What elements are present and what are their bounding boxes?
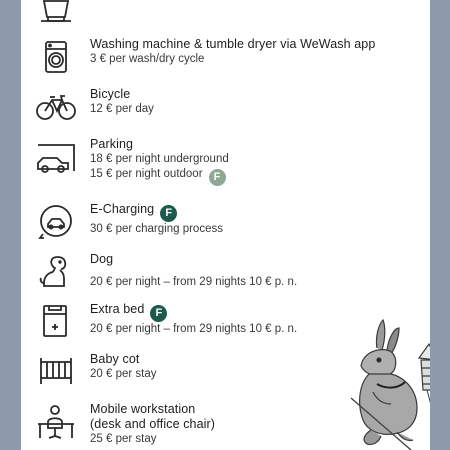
baby-cot-icon: [35, 352, 77, 394]
item-price: 12 € per day: [90, 103, 154, 115]
item-price: 15 € per night outdoor F: [90, 167, 420, 186]
bicycle-icon: [35, 87, 77, 129]
item-title: Washing machine & tumble dryer via WeWash app: [90, 37, 376, 51]
extra-bed-icon: [35, 302, 77, 344]
item-title: Bicycle: [90, 87, 131, 101]
parking-car-icon: [35, 137, 77, 179]
info-badge: F: [150, 305, 167, 322]
dog-icon: [35, 252, 77, 294]
hare-illustration: [321, 318, 430, 450]
dishwasher-icon: [35, 0, 77, 29]
price-list-sheet: [21, 0, 430, 450]
info-badge: F: [160, 205, 177, 222]
item-price: 30 € per charging process: [90, 223, 223, 235]
item-title: Dog: [90, 252, 114, 266]
mobile-workstation-icon: [35, 402, 77, 444]
item-title: Mobile workstation: [90, 402, 196, 416]
e-charging-icon: [35, 202, 77, 244]
item-subtitle: (desk and office chair): [90, 417, 216, 431]
item-title: E-Charging F: [90, 202, 420, 222]
item-title: Parking: [90, 137, 134, 151]
item-price: 3 € per wash/dry cycle: [90, 53, 205, 65]
item-price: 25 € per stay: [90, 433, 157, 445]
info-badge: F: [209, 169, 226, 186]
item-title: Extra bed F: [90, 302, 420, 322]
item-price: 20 € per night – from 29 nights 10 € p. n.: [90, 323, 298, 335]
item-price: 20 € per stay: [90, 368, 157, 380]
item-title: Baby cot: [90, 352, 140, 366]
item-price: [90, 0, 420, 2]
item-price: 18 € per night underground: [90, 153, 229, 165]
washing-machine-icon: [35, 37, 77, 79]
item-price: 20 € per night – from 29 nights 10 € p. n.: [90, 276, 298, 288]
